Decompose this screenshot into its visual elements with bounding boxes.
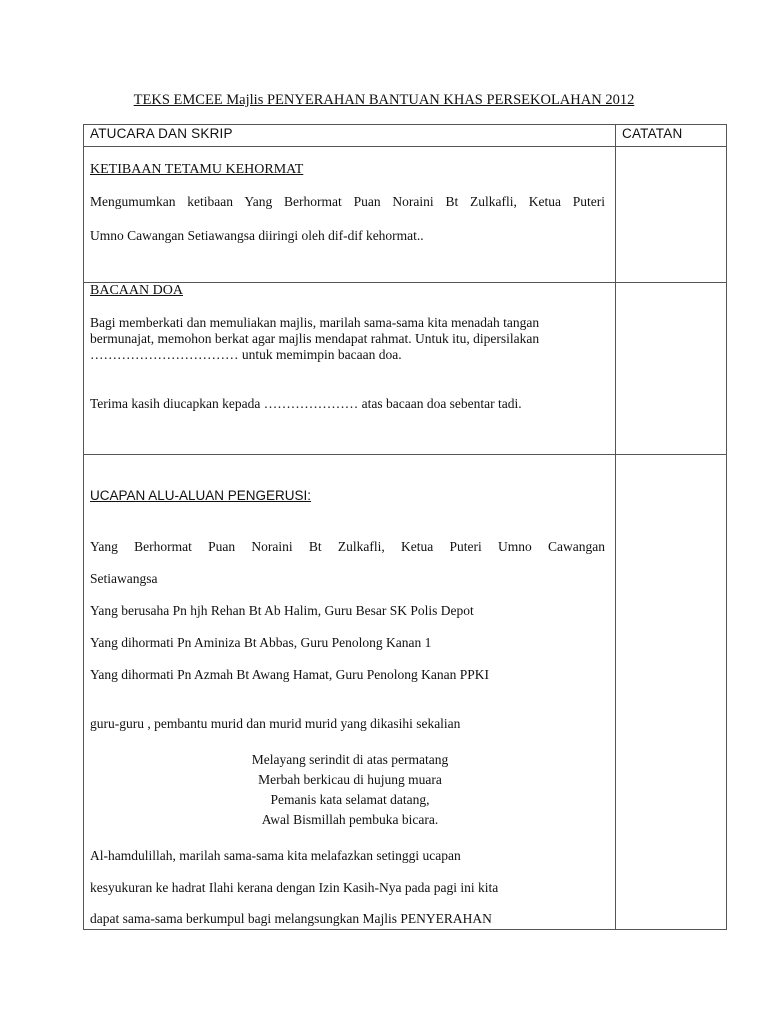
table-row [84,283,727,455]
catatan-cell-ucapan [616,455,727,930]
ucapan-line-5: Yang dihormati Pn Azmah Bt Awang Hamat, Guru Penolong Kanan PPKI [90,667,489,682]
doa-line-3: …………………………… untuk memimpin bacaan doa. [90,347,402,362]
table-row [84,455,727,930]
program-table [83,124,727,930]
header-catatan: CATATAN [616,125,727,147]
ucapan-line-2: Setiawangsa [90,571,158,586]
section-title-doa: BACAAN DOA [90,283,183,298]
ucapan-line-3: Yang berusaha Pn hjh Rehan Bt Ab Halim, Guru Besar SK Polis Depot [90,603,474,618]
doa-line-4: Terima kasih diucapkan kepada ………………… atas bacaan doa sebentar tadi. [90,396,522,411]
pantun-line-2: Merbah berkicau di hujung muara [258,772,442,787]
pantun-line-1: Melayang serindit di atas permatang [251,752,449,767]
header-atucara: ATUCARA DAN SKRIP [84,125,616,147]
pantun-line-3: Pemanis kata selamat datang, [270,792,430,807]
document-title: TEKS EMCEE Majlis PENYERAHAN BANTUAN KHAS PERSEKOLAHAN 2012 [133,92,635,108]
script-cell-ketibaan [84,147,616,283]
catatan-cell-doa [616,283,727,455]
doa-line-1: Bagi memberkati dan memuliakan majlis, marilah sama-sama kita menadah tangan [90,315,540,330]
script-cell-ucapan [84,455,616,930]
closing-line-2: kesyukuran ke hadrat Ilahi kerana dengan Izin Kasih-Nya pada pagi ini kita [90,880,499,895]
pantun-line-4: Awal Bismillah pembuka bicara. [261,812,439,827]
ucapan-line-6: guru-guru , pembantu murid dan murid murid yang dikasihi sekalian [90,716,461,731]
script-cell-doa [84,283,616,455]
closing-line-3: dapat sama-sama berkumpul bagi melangsungkan Majlis PENYERAHAN [90,911,492,926]
ketibaan-line-1: Mengumumkan ketibaan Yang Berhormat Puan Noraini Bt Zulkafli, Ketua Puteri [90,194,605,209]
closing-line-1: Al-hamdulillah, marilah sama-sama kita melafazkan setinggi ucapan [90,848,461,863]
catatan-cell-ketibaan [616,147,727,283]
section-title-ketibaan: KETIBAAN TETAMU KEHORMAT [90,162,304,177]
section-title-ucapan: UCAPAN ALU-ALUAN PENGERUSI: [90,488,312,503]
ucapan-line-1: Yang Berhormat Puan Noraini Bt Zulkafli, Ketua Puteri Umno Cawangan [90,539,605,554]
table-row [84,147,727,283]
ketibaan-line-2: Umno Cawangan Setiawangsa diiringi oleh dif-dif kehormat.. [90,228,424,243]
ucapan-line-4: Yang dihormati Pn Aminiza Bt Abbas, Guru Penolong Kanan 1 [90,635,432,650]
doa-line-2: bermunajat, memohon berkat agar majlis mendapat rahmat. Untuk itu, dipersilakan [90,331,540,346]
table-header-row [84,125,727,147]
